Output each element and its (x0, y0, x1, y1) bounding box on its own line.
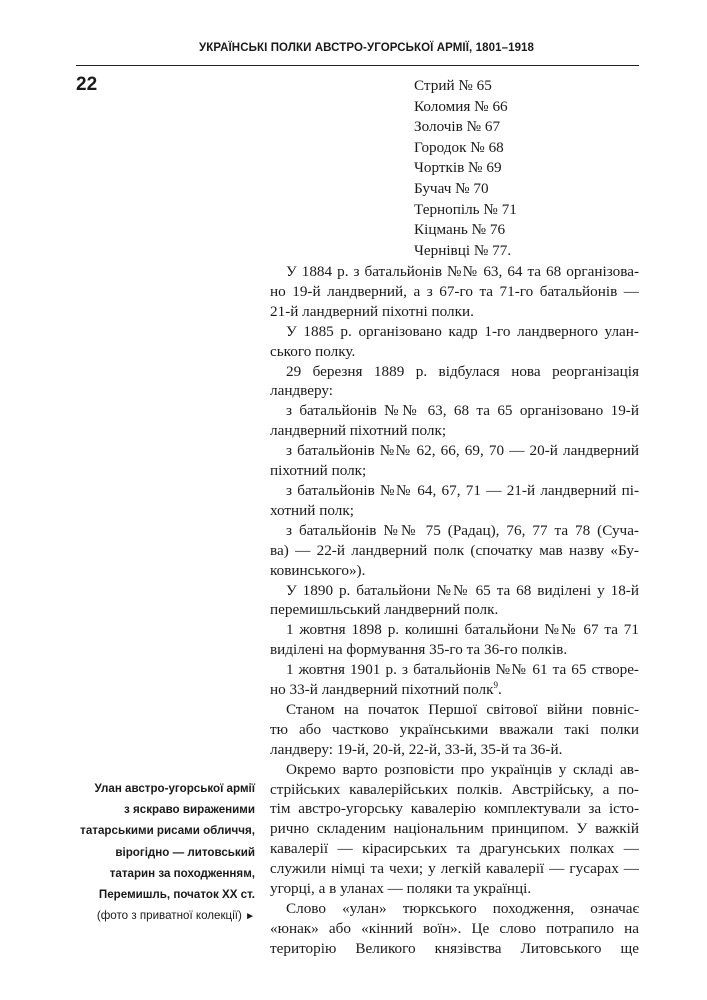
text-line: но 19-й ландверний, а з 67-го та 71-го батальйонів — (270, 282, 639, 300)
text-line: У 1885 р. організовано кадр 1-го ландверного улан- (286, 322, 639, 340)
list-item: Чортків № 69 (414, 159, 502, 177)
text-line: з батальйонів №№ 62, 66, 69, 70 — 20-й ландверний (286, 442, 639, 460)
regiment-list (414, 76, 517, 261)
caption-line: Улан австро-угорської армії (94, 782, 255, 795)
text-line: рично складеним національним принципом. У важкій (270, 820, 639, 838)
text-line: 21-й ландверний піхотні полки. (270, 302, 474, 320)
text-line: стрійських кавалерійських полків. Австрійську, а по- (270, 780, 639, 798)
text-line-content: но 33-й ландверний піхотний полк (270, 681, 494, 699)
list-item: Городок № 68 (414, 138, 504, 156)
caption-credit: (фото з приватної колекції) (96, 909, 242, 923)
list-item: Тернопіль № 71 (414, 200, 517, 218)
list-item: Коломия № 66 (414, 97, 508, 115)
text-line: з батальйонів №№ 63, 68 та 65 організовано 19-й (286, 402, 639, 420)
text-line: з батальйонів №№ 75 (Радац), 76, 77 та 78 (Суча- (286, 521, 639, 539)
caption-line: татарин за походженням, (109, 866, 255, 880)
text-line: ського полку. (270, 342, 356, 360)
text-line: ва) — 22-й ландверний полк (спочатку мав назву «Бу- (270, 541, 639, 559)
list-item: Стрий № 65 (414, 77, 492, 94)
text-line: У 1890 р. батальйони №№ 65 та 68 виділені у 18-й (286, 581, 639, 599)
list-item: Чернівці № 77. (414, 241, 512, 259)
list-item: Бучач № 70 (414, 179, 489, 197)
header-rule (76, 65, 639, 66)
photo-caption (60, 778, 255, 927)
pointer-right-icon: ► (245, 911, 255, 923)
text-line: 1 жовтня 1901 р. з батальйонів №№ 61 та 65 створе- (286, 661, 639, 679)
text-line: кавалерії — кірасирських та драгунських полках — (270, 840, 639, 858)
text-line: 1 жовтня 1898 р. колишні батальйони №№ 67 та 71 (286, 621, 639, 639)
text-line: Окремо варто розповісти про українців у складі ав- (286, 760, 639, 778)
text-line: Слово «улан» тюркського походження, означає (286, 900, 639, 917)
caption-line: Перемишль, початок XX ст. (98, 888, 255, 902)
text-line: ландверний піхотний полк; (270, 422, 447, 440)
text-line: служили німці та чехи; у легкій кавалерії — гусарах — (270, 860, 639, 878)
list-item: Золочів № 67 (414, 118, 501, 136)
text-line: з батальйонів №№ 64, 67, 71 — 21-й ландверний пі- (286, 481, 639, 499)
text-line: У 1884 р. з батальйонів №№ 63, 64 та 68 організова- (286, 263, 639, 280)
text-line: ландверу: (270, 382, 334, 400)
text-line: тім австро-угорську кавалерію комплектували за істо- (270, 800, 639, 818)
text-line: но 33-й ландверний піхотний полк$^9$. (270, 679, 502, 699)
text-line: ландверу: 19-й, 20-й, 22-й, 33-й, 35-й та 36-й. (270, 740, 563, 758)
body-text (270, 262, 639, 959)
footnote-mark: 9 (493, 679, 499, 690)
caption-line: вірогідно — литовський (115, 845, 255, 859)
text-line: ковинського»). (270, 561, 366, 579)
caption-line: татарськими рисами обличчя, (80, 824, 255, 838)
text-line: перемишльський ландверний полк. (270, 601, 499, 619)
caption-credit-line (60, 905, 255, 927)
page-number: 22 (76, 74, 98, 95)
text-line: Станом на початок Першої світової війни повніс- (286, 700, 639, 718)
text-line: тю або частково українськими вважали такі полки (270, 720, 639, 738)
text-line: піхотний полк; (270, 462, 367, 480)
text-line: хотний полк; (270, 501, 354, 519)
text-line: виділені на формування 35-го та 36-го полків. (270, 641, 568, 659)
text-line: «юнак» або «кінний воїн». Це слово потрапило на (270, 919, 639, 937)
text-line: угорці, а в уланах — поляки та українці. (270, 880, 532, 898)
text-line: 29 березня 1889 р. відбулася нова реорганізація (286, 362, 639, 380)
list-item: Кіцмань № 76 (414, 221, 506, 239)
caption-line: з яскраво вираженими (124, 803, 255, 817)
running-header: УКРАЇНСЬКІ ПОЛКИ АВСТРО-УГОРСЬКОЇ АРМІЇ, 1801–1918 (199, 42, 535, 54)
text-line: територію Великого князівства Литовського ще (270, 939, 639, 957)
